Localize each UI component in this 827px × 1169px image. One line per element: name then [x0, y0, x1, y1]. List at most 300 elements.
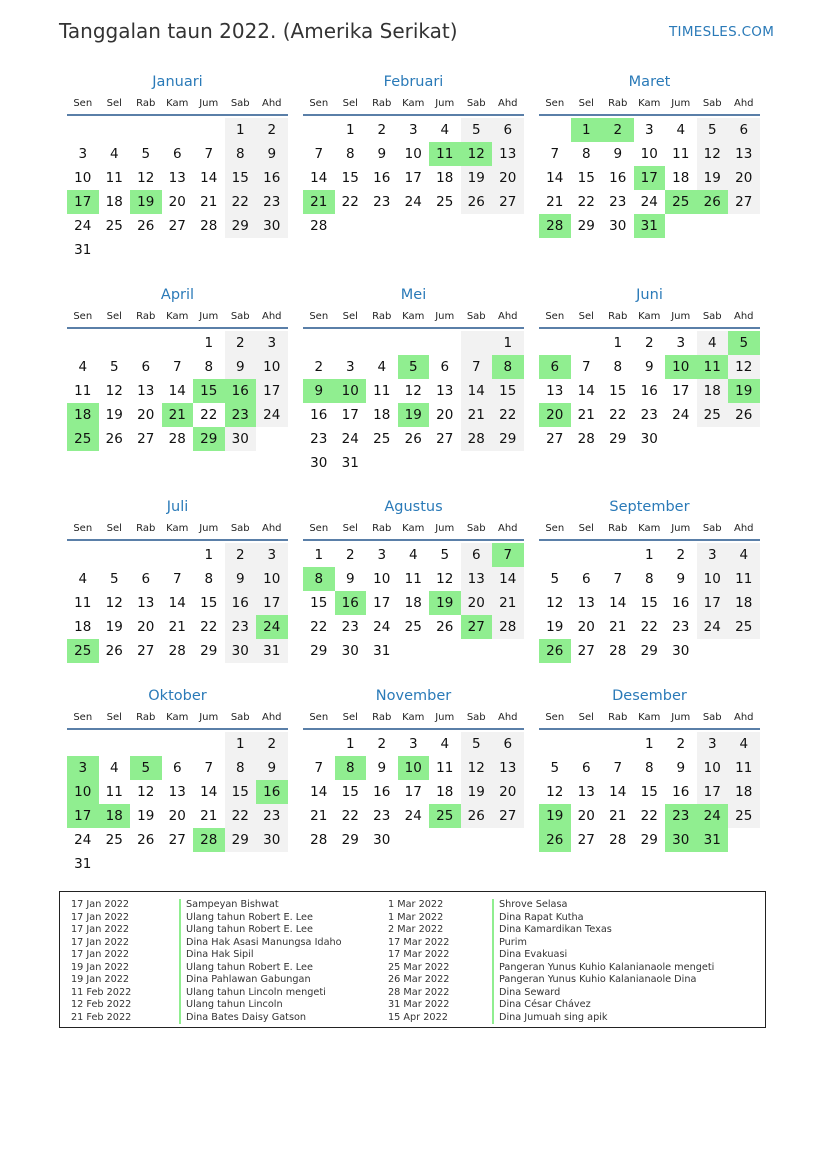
day-cell: 3 — [345, 359, 355, 375]
day-cell: 23 — [373, 194, 391, 210]
day-cell: 1 — [613, 335, 623, 351]
empty-cell — [99, 543, 131, 567]
weekday-label: Jum — [671, 522, 691, 534]
holiday-date: 26 Mar 2022 — [388, 974, 450, 985]
holiday-name: Dina Seward — [499, 986, 561, 998]
day-cell: 3 — [408, 122, 418, 138]
day-grid — [67, 331, 288, 451]
day-cell: 9 — [676, 571, 686, 587]
holiday-names-left — [179, 899, 342, 1024]
weekday-label: Rab — [136, 711, 156, 723]
day-cell: 4 — [728, 543, 760, 567]
empty-cell — [130, 543, 162, 567]
day-cell: 15 — [577, 170, 595, 186]
day-grid — [67, 732, 288, 876]
brand-link[interactable]: TIMESLES.COM — [669, 24, 775, 40]
day-grid — [539, 118, 760, 238]
weekday-label: Kam — [638, 711, 661, 723]
empty-cell — [602, 732, 634, 756]
weekday-header — [303, 517, 524, 541]
holiday-day: 8 — [335, 756, 367, 780]
day-cell: 29 — [609, 431, 627, 447]
day-cell: 4 — [440, 122, 450, 138]
day-cell: 5 — [550, 760, 560, 776]
day-cell: 7 — [314, 760, 324, 776]
day-cell: 31 — [341, 455, 359, 471]
weekday-label: Jum — [671, 97, 691, 109]
day-grid — [67, 543, 288, 663]
day-cell: 2 — [345, 547, 355, 563]
day-grid — [303, 543, 524, 663]
day-cell: 7 — [550, 146, 560, 162]
empty-cell — [193, 732, 225, 756]
holiday-name: Ulang tahun Robert E. Lee — [186, 961, 313, 973]
holiday-day: 31 — [697, 828, 729, 852]
day-cell: 12 — [404, 383, 422, 399]
month-name: Januari — [152, 74, 203, 90]
day-cell: 20 — [168, 194, 186, 210]
day-cell: 9 — [256, 756, 288, 780]
day-cell: 5 — [697, 118, 729, 142]
weekday-label: Sab — [466, 522, 486, 534]
day-cell: 17 — [256, 379, 288, 403]
day-cell: 28 — [310, 832, 328, 848]
day-cell: 23 — [640, 407, 658, 423]
day-cell: 15 — [225, 166, 257, 190]
empty-cell — [366, 331, 398, 355]
day-cell: 30 — [310, 455, 328, 471]
day-cell: 26 — [137, 218, 155, 234]
holiday-name: Ulang tahun Lincoln — [186, 999, 283, 1010]
empty-cell — [539, 118, 571, 142]
weekday-header — [67, 517, 288, 541]
holiday-day: 20 — [539, 403, 571, 427]
empty-cell — [67, 118, 99, 142]
holiday-day: 16 — [256, 780, 288, 804]
holiday-names-right — [492, 899, 714, 1024]
weekday-label: Kam — [166, 522, 189, 534]
holiday-day: 24 — [256, 615, 288, 639]
holiday-name: Pangeran Yunus Kuhio Kalanianaole mengeti — [499, 961, 715, 973]
day-cell: 23 — [341, 619, 359, 635]
day-cell: 22 — [200, 619, 218, 635]
empty-cell — [162, 331, 194, 355]
empty-cell — [303, 331, 335, 355]
day-cell: 1 — [204, 335, 214, 351]
day-cell: 29 — [640, 832, 658, 848]
day-cell: 28 — [200, 218, 218, 234]
day-cell: 26 — [728, 403, 760, 427]
day-cell: 6 — [581, 571, 591, 587]
day-cell: 7 — [172, 359, 182, 375]
day-cell: 3 — [697, 732, 729, 756]
weekday-label: Sen — [545, 711, 565, 723]
weekday-header — [303, 305, 524, 329]
day-cell: 5 — [440, 547, 450, 563]
day-cell: 8 — [225, 756, 257, 780]
day-cell: 21 — [310, 808, 328, 824]
day-cell: 12 — [105, 595, 123, 611]
day-cell: 23 — [256, 804, 288, 828]
day-cell: 28 — [609, 643, 627, 659]
weekday-label: Ahd — [261, 711, 282, 723]
day-cell: 2 — [377, 736, 387, 752]
holiday-day: 28 — [193, 828, 225, 852]
day-cell: 30 — [225, 427, 257, 451]
day-cell: 8 — [204, 359, 214, 375]
holiday-day: 19 — [539, 804, 571, 828]
day-cell: 12 — [137, 170, 155, 186]
day-cell: 14 — [168, 595, 186, 611]
holiday-day: 19 — [398, 403, 430, 427]
holiday-name: Dina Hak Sipil — [186, 949, 254, 960]
weekday-label: Sab — [230, 522, 250, 534]
day-cell: 17 — [404, 784, 422, 800]
holiday-day: 3 — [67, 756, 99, 780]
day-cell: 22 — [640, 619, 658, 635]
day-cell: 5 — [109, 359, 119, 375]
day-cell: 9 — [345, 571, 355, 587]
day-cell: 3 — [697, 543, 729, 567]
day-cell: 7 — [613, 571, 623, 587]
day-cell: 24 — [373, 619, 391, 635]
weekday-label: Sen — [73, 310, 93, 322]
day-cell: 11 — [728, 567, 760, 591]
holiday-day: 31 — [634, 214, 666, 238]
empty-cell — [335, 331, 367, 355]
day-cell: 25 — [404, 619, 422, 635]
day-cell: 12 — [728, 355, 760, 379]
weekday-label: Sen — [73, 97, 93, 109]
day-cell: 18 — [373, 407, 391, 423]
day-cell: 5 — [141, 146, 151, 162]
day-cell: 14 — [609, 784, 627, 800]
holiday-date: 17 Jan 2022 — [71, 911, 130, 923]
day-cell: 29 — [640, 643, 658, 659]
day-cell: 10 — [697, 756, 729, 780]
holiday-day: 25 — [67, 427, 99, 451]
holiday-day: 24 — [697, 804, 729, 828]
holiday-name: Dina César Chávez — [499, 999, 591, 1010]
day-cell: 26 — [404, 431, 422, 447]
holiday-date: 31 Mar 2022 — [388, 999, 450, 1010]
day-cell: 15 — [640, 784, 658, 800]
day-cell: 13 — [577, 784, 595, 800]
weekday-label: Jum — [199, 522, 219, 534]
weekday-label: Sen — [73, 711, 93, 723]
empty-cell — [130, 331, 162, 355]
day-cell: 27 — [492, 190, 524, 214]
day-cell: 12 — [436, 571, 454, 587]
holiday-day: 25 — [67, 639, 99, 663]
day-cell: 20 — [168, 808, 186, 824]
holiday-day: 7 — [492, 543, 524, 567]
day-grid — [303, 732, 524, 852]
weekday-label: Jum — [199, 711, 219, 723]
day-cell: 1 — [225, 118, 257, 142]
weekday-label: Rab — [372, 522, 392, 534]
day-cell: 1 — [492, 331, 524, 355]
month-name: Februari — [383, 74, 444, 90]
day-cell: 10 — [640, 146, 658, 162]
empty-cell — [162, 732, 194, 756]
holiday-day: 10 — [398, 756, 430, 780]
day-cell: 7 — [461, 355, 493, 379]
day-cell: 21 — [546, 194, 564, 210]
weekday-label: Kam — [402, 310, 425, 322]
day-grid — [303, 118, 524, 238]
weekday-label: Rab — [372, 97, 392, 109]
day-cell: 27 — [577, 643, 595, 659]
day-cell: 14 — [461, 379, 493, 403]
month-2 — [303, 72, 524, 238]
day-cell: 22 — [492, 403, 524, 427]
weekday-header — [67, 305, 288, 329]
holiday-name: Ulang tahun Robert E. Lee — [186, 911, 313, 923]
day-cell: 29 — [225, 828, 257, 852]
day-cell: 13 — [461, 567, 493, 591]
day-cell: 13 — [546, 383, 564, 399]
weekday-label: Kam — [402, 522, 425, 534]
day-cell: 19 — [461, 780, 493, 804]
day-cell: 21 — [168, 619, 186, 635]
day-cell: 1 — [314, 547, 324, 563]
day-cell: 8 — [204, 571, 214, 587]
weekday-label: Sel — [342, 97, 358, 109]
day-cell: 3 — [78, 146, 88, 162]
holiday-day: 28 — [539, 214, 571, 238]
weekday-label: Sel — [342, 522, 358, 534]
day-cell: 24 — [697, 615, 729, 639]
day-cell: 25 — [436, 194, 454, 210]
holiday-day: 26 — [539, 639, 571, 663]
day-cell: 16 — [672, 784, 690, 800]
holiday-date: 28 Mar 2022 — [388, 986, 450, 998]
day-cell: 25 — [697, 403, 729, 427]
day-cell: 18 — [436, 170, 454, 186]
day-cell: 14 — [310, 784, 328, 800]
day-cell: 6 — [581, 760, 591, 776]
weekday-label: Sen — [545, 522, 565, 534]
weekday-label: Jum — [199, 97, 219, 109]
holiday-dates-left — [71, 899, 131, 1024]
day-cell: 1 — [644, 547, 654, 563]
empty-cell — [539, 331, 571, 355]
holiday-date: 17 Mar 2022 — [388, 936, 450, 948]
day-grid — [67, 118, 288, 262]
empty-cell — [67, 331, 99, 355]
empty-cell — [429, 331, 461, 355]
day-cell: 17 — [672, 383, 690, 399]
day-cell: 10 — [256, 567, 288, 591]
weekday-label: Ahd — [733, 310, 754, 322]
weekday-label: Kam — [638, 310, 661, 322]
weekday-label: Sab — [702, 310, 722, 322]
holiday-day: 16 — [335, 591, 367, 615]
day-cell: 5 — [550, 571, 560, 587]
day-cell: 8 — [613, 359, 623, 375]
day-cell: 22 — [341, 808, 359, 824]
weekday-label: Ahd — [261, 522, 282, 534]
day-cell: 21 — [577, 407, 595, 423]
day-cell: 30 — [256, 214, 288, 238]
day-cell: 7 — [204, 760, 214, 776]
day-cell: 23 — [373, 808, 391, 824]
holiday-day: 27 — [461, 615, 493, 639]
weekday-header — [539, 517, 760, 541]
weekday-label: Rab — [608, 522, 628, 534]
weekday-label: Sel — [106, 97, 122, 109]
weekday-label: Sen — [545, 97, 565, 109]
month-name: November — [375, 688, 452, 704]
day-cell: 3 — [676, 335, 686, 351]
day-cell: 6 — [172, 146, 182, 162]
day-cell: 20 — [577, 619, 595, 635]
day-cell: 19 — [461, 166, 493, 190]
day-cell: 7 — [172, 571, 182, 587]
empty-cell — [303, 118, 335, 142]
day-cell: 11 — [74, 595, 92, 611]
day-cell: 6 — [728, 118, 760, 142]
weekday-label: Sab — [230, 310, 250, 322]
day-cell: 16 — [609, 170, 627, 186]
day-cell: 16 — [373, 170, 391, 186]
holiday-date: 2 Mar 2022 — [388, 924, 444, 935]
weekday-label: Ahd — [261, 310, 282, 322]
day-cell: 18 — [672, 170, 690, 186]
day-cell: 18 — [728, 780, 760, 804]
holiday-day: 16 — [225, 379, 257, 403]
day-cell: 28 — [577, 431, 595, 447]
holiday-name: Dina Hak Asasi Manungsa Idaho — [186, 936, 342, 948]
day-cell: 22 — [225, 190, 257, 214]
day-cell: 24 — [404, 808, 422, 824]
day-cell: 21 — [200, 194, 218, 210]
month-name: Agustus — [384, 499, 443, 515]
weekday-label: Sel — [106, 522, 122, 534]
day-cell: 13 — [577, 595, 595, 611]
holiday-name: Dina Jumuah sing apik — [499, 1011, 608, 1023]
weekday-label: Rab — [136, 97, 156, 109]
weekday-label: Rab — [136, 522, 156, 534]
weekday-label: Sel — [578, 310, 594, 322]
day-cell: 2 — [314, 359, 324, 375]
day-cell: 17 — [341, 407, 359, 423]
day-cell: 11 — [105, 170, 123, 186]
weekday-header — [539, 706, 760, 730]
day-cell: 9 — [644, 359, 654, 375]
empty-cell — [162, 543, 194, 567]
day-cell: 2 — [225, 543, 257, 567]
holiday-name: Shrove Selasa — [499, 899, 568, 910]
day-cell: 9 — [256, 142, 288, 166]
day-cell: 3 — [377, 547, 387, 563]
weekday-header — [539, 305, 760, 329]
holiday-date: 17 Jan 2022 — [71, 949, 130, 960]
day-cell: 8 — [644, 571, 654, 587]
day-cell: 3 — [256, 331, 288, 355]
day-cell: 10 — [697, 567, 729, 591]
weekday-label: Rab — [372, 310, 392, 322]
holiday-day: 19 — [130, 190, 162, 214]
day-cell: 11 — [436, 760, 454, 776]
holiday-day: 2 — [602, 118, 634, 142]
weekday-label: Kam — [638, 97, 661, 109]
day-cell: 24 — [256, 403, 288, 427]
day-cell: 29 — [577, 218, 595, 234]
day-cell: 11 — [404, 571, 422, 587]
empty-cell — [571, 543, 603, 567]
day-cell: 2 — [256, 732, 288, 756]
day-cell: 15 — [310, 595, 328, 611]
empty-cell — [539, 732, 571, 756]
weekday-label: Kam — [638, 522, 661, 534]
day-cell: 8 — [225, 142, 257, 166]
weekday-label: Sel — [106, 310, 122, 322]
day-cell: 30 — [256, 828, 288, 852]
weekday-label: Sen — [309, 522, 329, 534]
day-cell: 11 — [105, 784, 123, 800]
day-cell: 5 — [461, 732, 493, 756]
day-cell: 2 — [676, 547, 686, 563]
weekday-label: Sen — [309, 310, 329, 322]
day-cell: 19 — [105, 407, 123, 423]
day-cell: 22 — [310, 619, 328, 635]
day-cell: 26 — [105, 643, 123, 659]
weekday-label: Jum — [435, 97, 455, 109]
holiday-day: 10 — [665, 355, 697, 379]
holiday-day: 12 — [461, 142, 493, 166]
day-cell: 20 — [137, 407, 155, 423]
day-cell: 11 — [672, 146, 690, 162]
day-cell: 3 — [644, 122, 654, 138]
day-cell: 18 — [105, 194, 123, 210]
holiday-day: 5 — [728, 331, 760, 355]
day-cell: 27 — [492, 804, 524, 828]
month-4 — [67, 285, 288, 451]
day-cell: 30 — [640, 431, 658, 447]
weekday-label: Kam — [402, 97, 425, 109]
weekday-label: Jum — [671, 310, 691, 322]
day-cell: 15 — [341, 784, 359, 800]
weekday-label: Sel — [578, 522, 594, 534]
empty-cell — [99, 732, 131, 756]
weekday-label: Rab — [608, 97, 628, 109]
day-cell: 10 — [74, 170, 92, 186]
day-cell: 25 — [105, 218, 123, 234]
empty-cell — [303, 732, 335, 756]
day-cell: 14 — [200, 170, 218, 186]
day-cell: 4 — [697, 331, 729, 355]
day-cell: 13 — [168, 784, 186, 800]
day-cell: 23 — [672, 619, 690, 635]
day-cell: 14 — [609, 595, 627, 611]
day-cell: 27 — [546, 431, 564, 447]
day-cell: 12 — [137, 784, 155, 800]
holiday-date: 17 Jan 2022 — [71, 936, 130, 948]
day-cell: 2 — [256, 118, 288, 142]
day-cell: 17 — [373, 595, 391, 611]
day-cell: 18 — [697, 379, 729, 403]
month-name: April — [160, 287, 195, 303]
holiday-date: 25 Mar 2022 — [388, 961, 450, 973]
month-name: Maret — [628, 74, 671, 90]
holiday-name: Ulang tahun Lincoln mengeti — [186, 986, 326, 998]
day-cell: 28 — [168, 431, 186, 447]
day-grid — [539, 543, 760, 663]
day-cell: 20 — [436, 407, 454, 423]
day-cell: 1 — [644, 736, 654, 752]
